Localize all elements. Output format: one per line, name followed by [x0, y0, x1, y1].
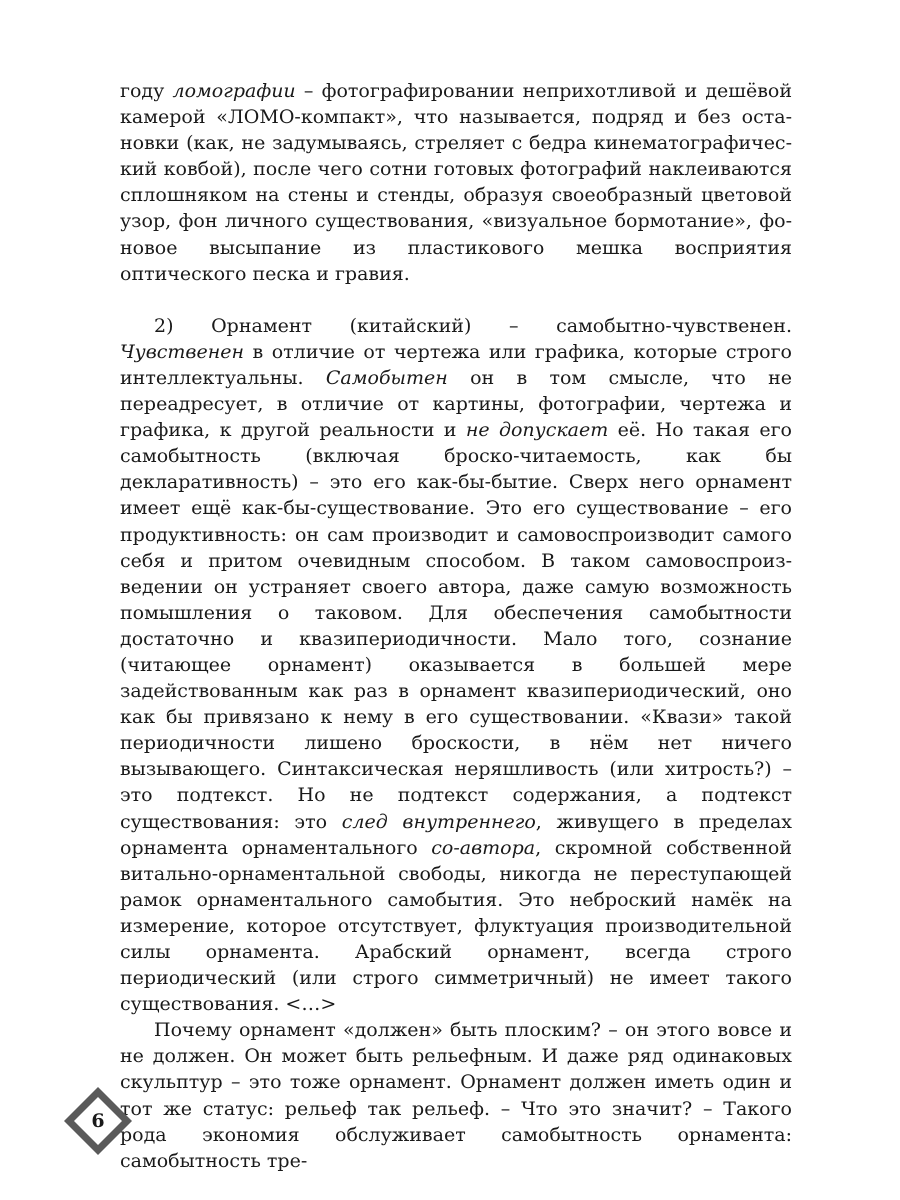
page-number-badge [63, 1086, 133, 1156]
emphasis-lomography: ломографии [172, 80, 296, 102]
paragraph-1 [120, 78, 792, 287]
emphasis-chuvstvenen: Чувственен [120, 340, 245, 363]
paragraph-3: Почему орнамент «должен» быть плоским? – он этого вовсе и не должен. Он может быть рельефным. И даже ряд одинаковых скульптур – это тоже орнамент. Орнамент должен иметь один и тот же статус: рельеф так рельеф. – Что это значит? – Такого рода экономия обслуживает самобытность орнамента: самобытность тре- [120, 1019, 792, 1172]
text-run: году [120, 80, 173, 102]
page-number: 6 [91, 1110, 105, 1132]
text-run: он в том смысле, что не переадресует, в отличие от картины, фотографии, чертежа и графика, к другой реальности и [120, 366, 792, 442]
text-run: – фотографировании неприхотливой и дешёвой камерой «ЛОМО-компакт», что называется, подряд и без остановки (как, не задумываясь, стреляет с бедра кинематографический ковбой), после чего сотни готовых фотографий наклеиваются сплошняком на стены и стенды, образуя своеобразный цветовой узор, фон личного существования, «визуальное бормотание», фоновое высыпание из пластикового мешка восприятия оптического песка и гравия. [120, 80, 793, 285]
text-run: , живущего в пределах орнамента орнаментального [120, 810, 792, 859]
text-run: её. Но такая его самобытность (включая броско-читаемость, как бы декларативность) – это его как-бы-бытие. Сверх него орнамент имеет ещё как-бы-существование. Это его существование – его продуктивность: он сам производит и самовоспроизводит самого себя и притом очевидным способом. В таком самовоспроизведении он устраняет своего автора, даже самую возможность помышления о таковом. Для обеспечения самобытности достаточно и квазипериодичности. Мало того, сознание (читающее орнамент) оказывается в большей мере задействованным как раз в орнамент квазипериодический, оно как бы привязано к нему в его существовании. «Квази» такой периодичности лишено броскости, в нём нет ничего вызывающего. Синтаксическая неряшливость (или хитрость?) – это подтекст. Но не подтекст содержания, а подтекст существования: это [120, 419, 792, 833]
text-run: , скромной собственной витально-орнаментальной свободы, никогда не переступающей рамок орнаментального самобытия. Это неброский намёк на измерение, которое отсутствует, флуктуация производительной силы орнамента. Арабский орнамент, всегда строго периодический (или строго симметричный) не имеет такого существования. <…> [120, 836, 792, 1016]
page-body [120, 78, 792, 1174]
emphasis-sled-vnutrennego: след внутреннего [341, 810, 536, 833]
text-run: в отличие от чертежа или графика, которые строго интеллектуальны. [120, 340, 792, 389]
emphasis-ne-dopuskaet: не допускает [465, 419, 609, 442]
paragraph-2 [120, 313, 792, 1018]
text-run: 2) Орнамент (китайский) – самобытно-чувственен. [154, 314, 792, 337]
emphasis-so-avtora: со-автора [431, 836, 536, 859]
emphasis-samobyten: Самобытен [325, 366, 448, 389]
